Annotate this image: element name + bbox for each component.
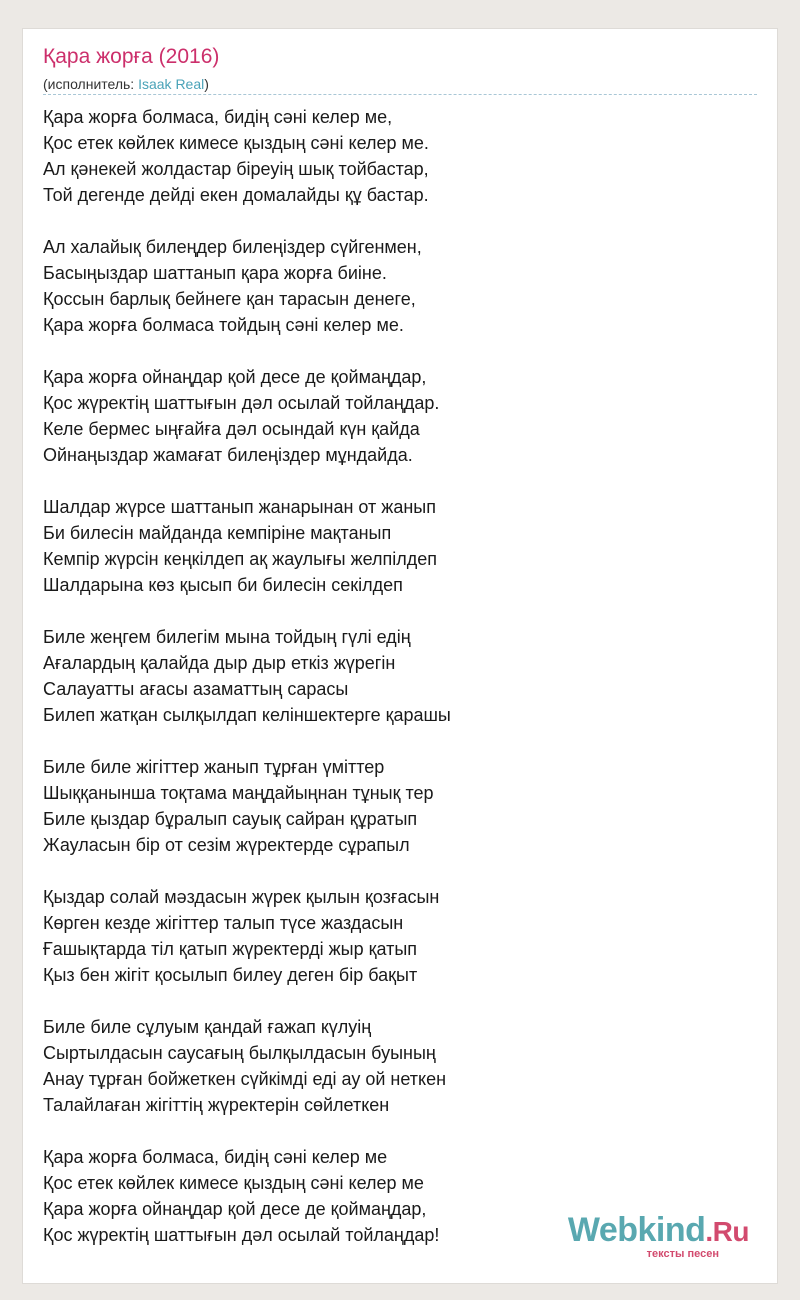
lyrics-line: Шалдар жүрсе шаттанып жанарынан от жанып (43, 497, 436, 517)
lyrics-line: Биле қыздар бұралып сауық сайран құратып (43, 809, 418, 829)
song-title: Қара жорға (2016) (43, 45, 220, 68)
logo-domain-ext: .Ru (705, 1216, 749, 1247)
lyrics-line: Қос етек көйлек кимесе қыздың сәні келер ме (43, 1173, 424, 1193)
lyrics-line: Қоссын барлық бейнеге қан тарасын денеге, (43, 289, 416, 309)
logo-tagline: тексты песен (646, 1248, 719, 1260)
lyrics-line: Қос жүректің шаттығын дәл осылай тойлаңдар. (43, 393, 440, 413)
lyrics-line: Ағалардың қалайда дыр дыр еткіз жүрегін (43, 653, 396, 673)
performer-prefix: (исполнитель: (43, 76, 139, 92)
lyrics-line: Қара жорға ойнаңдар қой десе де қоймаңдар, (43, 367, 427, 387)
lyrics-stanza (43, 364, 763, 468)
lyrics-line: Ойнаңыздар жамағат билеңіздер мұндайда. (43, 445, 413, 465)
lyrics-line: Келе бермес ыңғайға дәл осындай күн қайда (43, 419, 420, 439)
lyrics-line: Қос жүректің шаттығын дәл осылай тойлаңдар! (43, 1225, 440, 1245)
lyrics-stanza (43, 494, 763, 598)
performer-suffix: ) (204, 76, 209, 92)
lyrics-line: Шалдарына көз қысып би билесін секілдеп (43, 575, 403, 595)
title-divider (43, 94, 757, 95)
lyrics-stanza (43, 754, 763, 858)
lyrics-line: Талайлаған жігіттің жүректерін сөйлеткен (43, 1095, 390, 1115)
logo-main-text: Webkind (567, 1211, 706, 1249)
lyrics-stanza (43, 624, 763, 728)
site-logo[interactable] (559, 1211, 749, 1261)
lyrics-line: Биле биле сұлуым қандай ғажап күлуің (43, 1017, 372, 1037)
lyrics-line: Салауатты ағасы азаматтың сарасы (43, 679, 349, 699)
lyrics-line: Қыздар солай мәздасын жүрек қылын қозғасын (43, 887, 440, 907)
lyrics-line: Би билесін майданда кемпіріне мақтанып (43, 523, 392, 543)
lyrics-line: Ғашықтарда тіл қатып жүректерді жыр қатып (43, 939, 418, 959)
lyrics-line: Қара жорға болмаса, бидің сәні келер ме (43, 1147, 388, 1167)
lyrics-line: Анау тұрған бойжеткен сүйкімді еді ау ой неткен (43, 1069, 447, 1089)
lyrics-line: Қара жорға болмаса тойдың сәні келер ме. (43, 315, 404, 335)
lyrics-line: Қыз бен жігіт қосылып билеу деген бір бақыт (43, 965, 418, 985)
lyrics-line: Ал халайық билеңдер билеңіздер сүйгенмен, (43, 237, 422, 257)
lyrics-line: Қос етек көйлек кимесе қыздың сәні келер ме. (43, 133, 429, 153)
lyrics-line: Қара жорға болмаса, бидің сәні келер ме, (43, 107, 393, 127)
lyrics-line: Ал қәнекей жолдастар біреуің шық тойбастар, (43, 159, 429, 179)
lyrics-stanza (43, 1014, 763, 1118)
lyrics-line: Кемпір жүрсін кеңкілдеп ақ жаулығы желпілдеп (43, 549, 438, 569)
lyrics-line: Шыққанынша тоқтама маңдайыңнан тұнық тер (43, 783, 434, 803)
performer-line (43, 76, 209, 92)
lyrics-text (43, 104, 763, 1274)
lyrics-line: Жауласын бір от сезім жүректерде сұрапыл (43, 835, 410, 855)
lyrics-line: Сыртылдасын саусағың былқылдасын буының (43, 1043, 436, 1063)
lyrics-stanza (43, 104, 763, 208)
lyrics-line: Той дегенде дейді екен домалайды құ бастар. (43, 185, 429, 205)
logo-wordmark (568, 1211, 749, 1250)
lyrics-line: Қара жорға ойнаңдар қой десе де қоймаңдар, (43, 1199, 427, 1219)
lyrics-line: Көрген кезде жігіттер талып түсе жаздасын (43, 913, 404, 933)
performer-link[interactable]: Isaak Real (138, 76, 205, 92)
lyrics-line: Билеп жатқан сылқылдап келіншектерге қарашы (43, 705, 451, 725)
lyrics-stanza (43, 234, 763, 338)
lyrics-line: Биле жеңгем билегім мына тойдың гүлі едің (43, 627, 411, 647)
lyrics-stanza (43, 884, 763, 988)
lyrics-line: Биле биле жігіттер жанып тұрған үміттер (43, 757, 385, 777)
lyrics-card (22, 28, 778, 1284)
lyrics-line: Басыңыздар шаттанып қара жорға биіне. (43, 263, 387, 283)
